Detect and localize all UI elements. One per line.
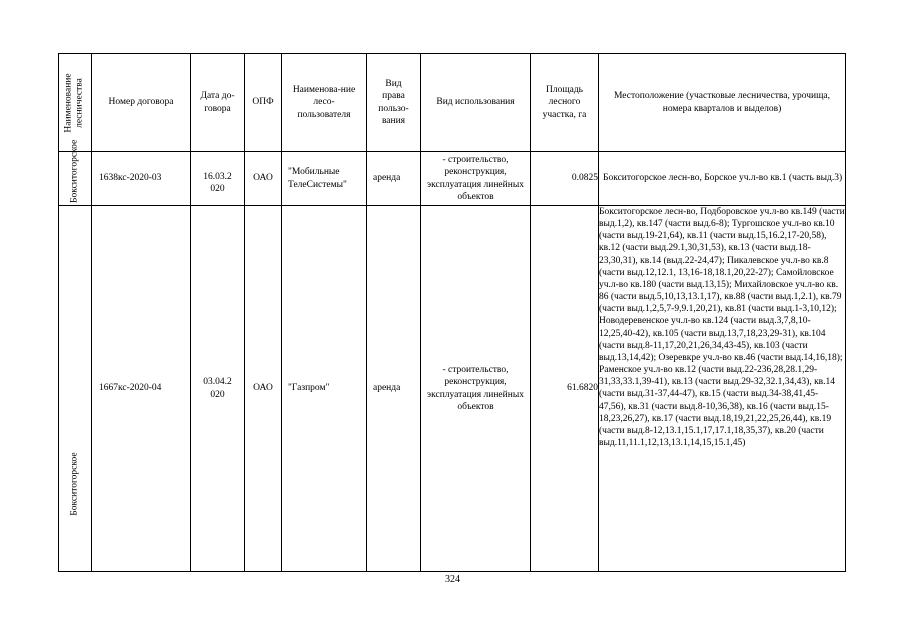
- header-use-type: Вид использования: [421, 54, 531, 152]
- table-row: [59, 206, 846, 572]
- cell-user-name: "Газпром": [282, 206, 367, 572]
- cell-forestry: Бокситогорское: [59, 206, 92, 572]
- header-forestry: Наименование лесничества: [59, 54, 92, 152]
- cell-area: 0.0825: [531, 152, 599, 206]
- header-location: Местоположение (участковые лесничества, урочища, номера кварталов и выделов): [599, 54, 846, 152]
- page-number: 324: [445, 574, 460, 585]
- table-row: [59, 152, 846, 206]
- cell-right-type: аренда: [367, 152, 421, 206]
- cell-area: 61.6820: [531, 206, 599, 572]
- header-contract-date: Дата до-говора: [191, 54, 245, 152]
- location-text: Бокситогорское лесн-во, Подборовское уч.л-во кв.149 (части выд.1,2), кв.147 (части выд.6-8); Тургошское уч.л-во кв.10 (части выд.19-21,64), кв.11 (части выд.15,16.2,17-20,58), кв.12 (части выд.29.1,30,31,53), кв.13 (части выд.18-23,30,31), кв.14 (выд.22-24,47); Пикалевское уч.л-во кв.8 (части выд.12,12.1, 13,16-18,18.1,20,22-27); Самойловское уч.л-во кв.180 (части выд.13,15); Михайловское уч.л-во кв. 86 (части выд.5,10,13,13.1,17), кв.88 (части выд.1,2.1), кв.79 (части выд.1,2,5,7-9,9.1,20,21), кв.81 (части выд.1-3,10,12); Новодеревенское уч.л-во кв.124 (части выд.3,7,8,10-12,25,40-42), кв.105 (части выд.13,7,18,23,29-31), кв.104 (части выд.8-11,17,20,21,26,34,43-45), кв.103 (части выд.13,14,42); Озеревкре уч.л-во кв.46 (части выд.14,16,18); Раменское уч.л-во кв.12 (части выд.22-236,28,28.1,29-31,33,33.1,39-41), кв.13 (части выд.29-32,32.1,34,43), кв.14 (части выд.31-37,44-47), кв.15 (части выд.34-38,41,45-47,56), кв.31 (части выд.8-10,36,38), кв.16 (части выд.15-18,23,26,27), кв.17 (части выд.18,19,21,22,25,26,44), кв.19 (части выд.8-12,13.1,15.1,17,17.1,18,35,37), кв.20 (части выд.11,11.1,12,13,13.1,14,15,15.1,45): [599, 207, 845, 448]
- cell-user-name: "Мобильные ТелеСистемы": [282, 152, 367, 206]
- forest-use-table: [58, 53, 846, 572]
- header-opf: ОПФ: [245, 54, 282, 152]
- cell-use-type: - строительство, реконструкция, эксплуатация линейных объектов: [421, 152, 531, 206]
- cell-contract-no: 1667кс-2020-04: [92, 206, 191, 572]
- cell-location: Бокситогорское лесн-во, Борское уч.л-во кв.1 (часть выд.3): [599, 152, 846, 206]
- cell-forestry: Бокситогорское: [59, 152, 92, 206]
- cell-opf: ОАО: [245, 152, 282, 206]
- header-area: Площадь лесного участка, га: [531, 54, 599, 152]
- table-header-row: [59, 54, 846, 152]
- header-user-name: Наименова-ние лесо-пользователя: [282, 54, 367, 152]
- cell-right-type: аренда: [367, 206, 421, 572]
- cell-contract-date: 03.04.2020: [191, 206, 245, 572]
- header-right-type: Вид права пользо-вания: [367, 54, 421, 152]
- cell-contract-no: 1638кс-2020-03: [92, 152, 191, 206]
- cell-use-type: - строительство, реконструкция, эксплуатация линейных объектов: [421, 206, 531, 572]
- cell-location: [599, 206, 846, 572]
- cell-contract-date: 16.03.2020: [191, 152, 245, 206]
- header-contract-no: Номер договора: [92, 54, 191, 152]
- cell-opf: ОАО: [245, 206, 282, 572]
